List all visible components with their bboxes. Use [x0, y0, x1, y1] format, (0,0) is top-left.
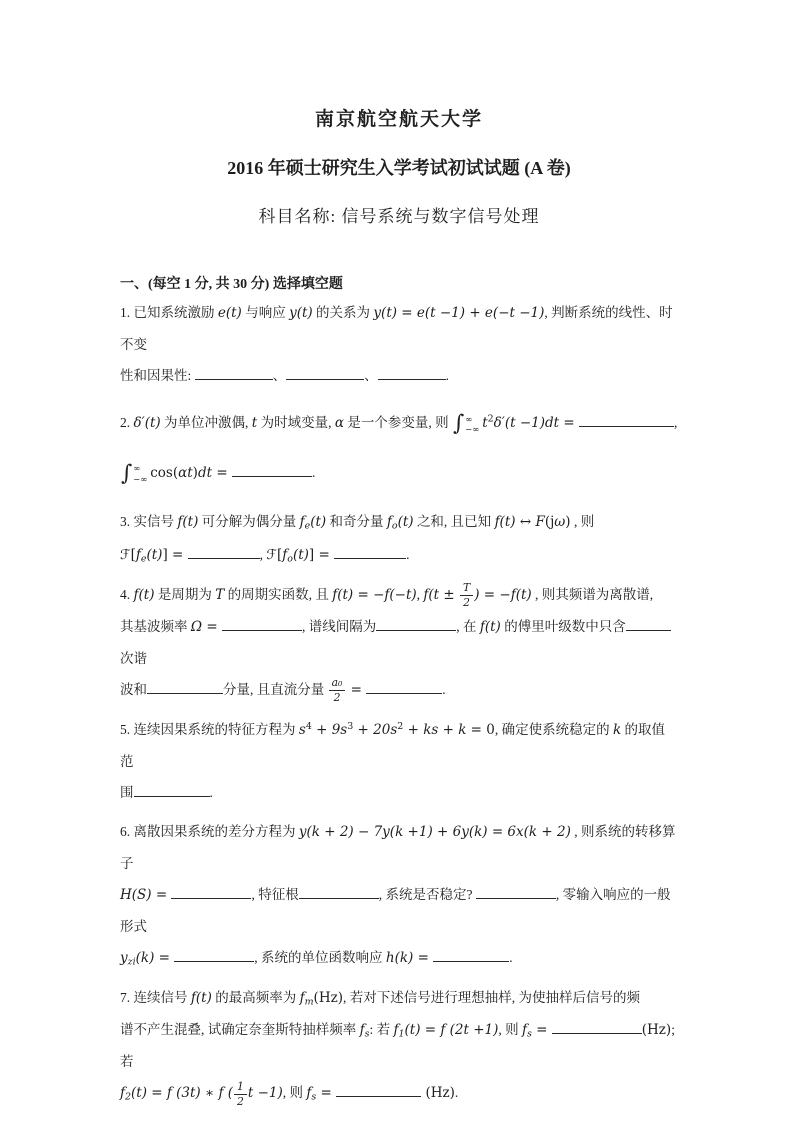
math-run: (t)	[292, 546, 309, 563]
fill-blank	[195, 366, 273, 380]
text-run: ,	[259, 546, 267, 562]
math-roman-run: )	[565, 514, 571, 531]
text-run: 性和因果性:	[120, 368, 195, 384]
math-run: f(t)	[190, 990, 212, 1007]
fill-blank	[286, 366, 364, 380]
fill-blank	[299, 885, 379, 899]
math-run: f	[306, 1085, 312, 1102]
fill-blank	[336, 1083, 421, 1097]
math-run: f	[359, 1022, 365, 1039]
math-run: H(S)	[120, 886, 152, 903]
math-roman-run: cos(	[150, 464, 179, 481]
question-6	[120, 816, 678, 974]
subscript: s	[311, 1091, 317, 1103]
text-run: 分量, 且直流分量	[223, 681, 328, 697]
text-run: 的傅里叶级数中只含	[500, 618, 626, 634]
math-run: e(t)	[217, 305, 242, 321]
text-run: 5. 连续因果系统的特征方程为	[120, 721, 299, 737]
text-run: 是一个参变量, 则	[343, 415, 452, 431]
fill-blank	[579, 413, 674, 427]
math-run: f(t)	[133, 586, 155, 603]
text-run: .	[209, 784, 213, 800]
integral-lower-limit: −∞	[133, 473, 148, 484]
fraction-numerator: T	[460, 581, 473, 596]
fill-blank	[222, 617, 302, 631]
math-run: α	[334, 415, 344, 432]
integral-sign	[453, 399, 479, 449]
integral-glyph: ∫	[452, 411, 465, 437]
math-run: y(t)	[289, 305, 313, 321]
math-run: f(t)	[479, 618, 501, 635]
text-run: .	[442, 681, 446, 697]
subscript: zi	[127, 956, 136, 968]
text-run: 、	[364, 368, 378, 384]
text-run: , 系统是否稳定?	[378, 886, 476, 902]
text-run: , 则系统的转移算子	[120, 823, 676, 871]
math-roman-run: ] =	[308, 546, 335, 563]
math-run: f	[282, 546, 288, 563]
subscript: e	[304, 521, 311, 533]
fraction-numerator: 1	[234, 1080, 247, 1095]
math-run: f	[120, 1085, 125, 1102]
math-run: f	[386, 514, 392, 531]
text-run: ,	[416, 586, 424, 602]
math-run: y(t) = e(t −1) + e(−t −1)	[373, 305, 545, 321]
subject-line: 科目名称: 信号系统与数字信号处理	[258, 207, 540, 226]
integral-upper-limit: ∞	[133, 463, 141, 474]
fraction	[234, 1080, 247, 1109]
integral-glyph: ∫	[121, 460, 133, 486]
section-heading: 一、(每空 1 分, 共 30 分) 选择填空题	[120, 277, 343, 292]
math-run: s	[298, 721, 306, 738]
subscript: o	[287, 553, 293, 565]
text-run: 、	[272, 368, 287, 384]
text-run: 之和, 且已知	[413, 514, 495, 530]
superscript: 3	[347, 720, 354, 732]
text-run: .	[509, 950, 513, 966]
superscript: 4	[305, 720, 312, 732]
text-run: 围	[120, 784, 134, 800]
subscript: s	[527, 1028, 532, 1040]
math-run: f	[522, 1022, 528, 1039]
math-roman-run: (j	[544, 514, 555, 531]
text-run: 谱不产生混叠, 试确定奈奎斯特抽样频率	[120, 1022, 360, 1038]
math-roman-run: ↔	[515, 514, 536, 531]
math-run: δ′(t −1)dt	[493, 415, 560, 432]
fill-blank	[376, 617, 456, 631]
question-4	[120, 579, 678, 706]
fill-blank	[626, 617, 671, 631]
fill-blank	[232, 463, 312, 477]
math-run: f(t)	[177, 514, 199, 531]
text-run: , 确定使系统稳定的	[494, 721, 613, 737]
math-roman-run: =	[151, 886, 172, 903]
math-roman-run: )	[192, 464, 198, 481]
math-roman-run: =	[202, 618, 222, 635]
math-run: f(t ±	[423, 586, 460, 603]
text-run: , 则	[282, 1085, 307, 1101]
text-run: , 特征根	[251, 886, 299, 902]
superscript: 2	[397, 720, 404, 732]
question-2	[120, 399, 678, 498]
math-run: (t)	[397, 514, 414, 531]
math-run: f	[299, 990, 305, 1007]
math-run: f	[135, 546, 141, 563]
text-run: 与响应	[241, 305, 290, 320]
question-1	[120, 297, 678, 391]
math-run: f	[393, 1022, 399, 1039]
fill-blank	[134, 783, 210, 797]
math-run: δ′(t)	[133, 415, 161, 432]
math-roman-run: ℱ[	[120, 546, 136, 563]
text-run: 是周期为	[154, 586, 216, 602]
math-roman-run: (Hz)	[641, 1022, 672, 1039]
text-run: 的关系为	[312, 305, 374, 320]
math-run: h(k)	[385, 950, 414, 967]
text-run: , 则	[498, 1022, 523, 1038]
fraction-denominator: 2	[237, 1094, 244, 1108]
math-run: (t)	[310, 514, 327, 531]
text-run: 的最高频率为	[211, 990, 300, 1006]
text-run: .	[311, 464, 316, 480]
text-run: 其基波频率	[120, 618, 191, 634]
math-run: k	[612, 721, 622, 738]
exam-title: 2016 年硕士研究生入学考试初试试题 (A 卷)	[227, 158, 571, 178]
text-run: 为单位冲激偶,	[160, 415, 252, 431]
subscript: s	[364, 1028, 370, 1040]
math-run: (t)	[146, 546, 163, 563]
text-run: , 谱线间隔为	[301, 618, 377, 634]
math-run: Ω	[190, 618, 203, 635]
text-run: .	[445, 368, 450, 384]
math-roman-run: ℱ[	[266, 546, 283, 563]
fraction-numerator: a₀	[329, 676, 346, 691]
text-run: 7. 连续信号	[120, 990, 191, 1006]
fraction-denominator: 2	[333, 691, 341, 705]
math-roman-run: (Hz)	[313, 990, 343, 1007]
math-run: y	[120, 950, 128, 967]
superscript: 2	[487, 413, 494, 425]
text-run: 2.	[120, 415, 134, 431]
fill-blank	[552, 1020, 642, 1034]
integral-lower-limit: −∞	[465, 423, 480, 434]
math-run: t	[482, 415, 488, 432]
fill-blank	[378, 366, 446, 380]
math-run: f(t) = −f(−t)	[332, 586, 417, 603]
question-7	[120, 982, 678, 1109]
math-run: F	[535, 514, 545, 531]
fill-blank	[147, 680, 223, 694]
subscript: e	[140, 553, 147, 565]
fraction-denominator: 2	[463, 595, 471, 609]
text-run: , 判断系统的线性、时不变	[120, 305, 673, 353]
math-roman-run: =	[212, 464, 232, 481]
text-run: 次谐	[120, 650, 147, 666]
text-run: 3. 实信号	[120, 514, 178, 530]
fill-blank	[174, 948, 254, 962]
questions	[120, 297, 678, 1109]
math-run: + ks + k	[403, 721, 467, 738]
math-roman-run: =	[559, 415, 579, 432]
math-roman-run: =	[154, 950, 175, 967]
integral-upper-limit: ∞	[465, 413, 473, 424]
fill-blank	[366, 680, 442, 694]
subscript: 2	[125, 1091, 132, 1103]
subscript: 1	[398, 1028, 405, 1040]
math-run: dt	[197, 464, 213, 481]
math-run: (t) = f (2t +1)	[404, 1022, 499, 1039]
text-run: , 零输入响应的一般形式	[120, 886, 671, 935]
text-run: 4.	[120, 586, 134, 602]
math-run: (k)	[135, 950, 155, 967]
text-run: 的周期实函数, 且	[224, 586, 333, 602]
text-run: , 在	[456, 618, 480, 634]
integral-sign	[121, 449, 147, 499]
integral-limits	[465, 414, 479, 435]
subscript: o	[391, 521, 398, 533]
math-roman-run: =	[531, 1022, 552, 1039]
fill-blank	[476, 885, 556, 899]
text-run: 6. 离散因果系统的差分方程为	[120, 823, 299, 839]
math-run: t	[251, 415, 258, 432]
math-run: f(t)	[494, 514, 516, 531]
fill-blank	[334, 545, 406, 559]
math-run: ) = −f(t)	[474, 586, 532, 603]
text-run: , 则	[570, 514, 595, 530]
math-run: + 20s	[353, 721, 398, 738]
text-run: , 若对下述信号进行理想抽样, 为使抽样后信号的频	[342, 990, 640, 1006]
math-run: (t) = f (3t) ∗ f (	[131, 1085, 234, 1102]
text-run: : 若	[369, 1022, 394, 1038]
text-run: 波和	[120, 681, 147, 697]
text-run: , 系统的单位函数响应	[254, 950, 386, 966]
text-run: 为时域变量,	[257, 415, 335, 431]
math-roman-run: =	[413, 950, 434, 967]
university-title: 南京航空航天大学	[314, 109, 483, 130]
question-3	[120, 506, 678, 570]
math-run: + 9s	[311, 721, 348, 738]
math-roman-run: ] =	[162, 546, 188, 563]
math-run: αt	[178, 464, 193, 481]
fill-blank	[171, 885, 251, 899]
text-run: 1. 已知系统激励	[120, 305, 218, 320]
subscript: m	[304, 996, 314, 1008]
text-run: , 则其频谱为离散谱,	[531, 586, 654, 602]
text-run: ; 若	[120, 1022, 675, 1070]
integral-limits	[133, 463, 147, 484]
math-roman-run: =	[346, 681, 367, 698]
text-run: 和奇分量	[326, 514, 387, 530]
text-run: .	[406, 546, 410, 562]
math-run: T	[215, 586, 225, 603]
fraction	[460, 581, 473, 610]
fraction	[329, 676, 346, 705]
text-run: ,	[673, 415, 678, 431]
text-run: .	[454, 1085, 459, 1101]
text-run: 的取值范	[120, 721, 666, 769]
math-roman-run: (Hz)	[421, 1085, 455, 1102]
question-5	[120, 714, 678, 808]
math-run: y(k + 2) − 7y(k +1) + 6y(k) = 6x(k + 2)	[298, 823, 571, 840]
math-run: ω	[554, 514, 566, 531]
fill-blank	[188, 545, 260, 559]
math-run: f	[299, 514, 305, 531]
math-run: t −1)	[247, 1085, 283, 1102]
math-roman-run: =	[316, 1085, 337, 1102]
text-run: 可分解为偶分量	[198, 514, 300, 530]
fill-blank	[433, 948, 509, 962]
math-roman-run: = 0	[466, 721, 495, 738]
